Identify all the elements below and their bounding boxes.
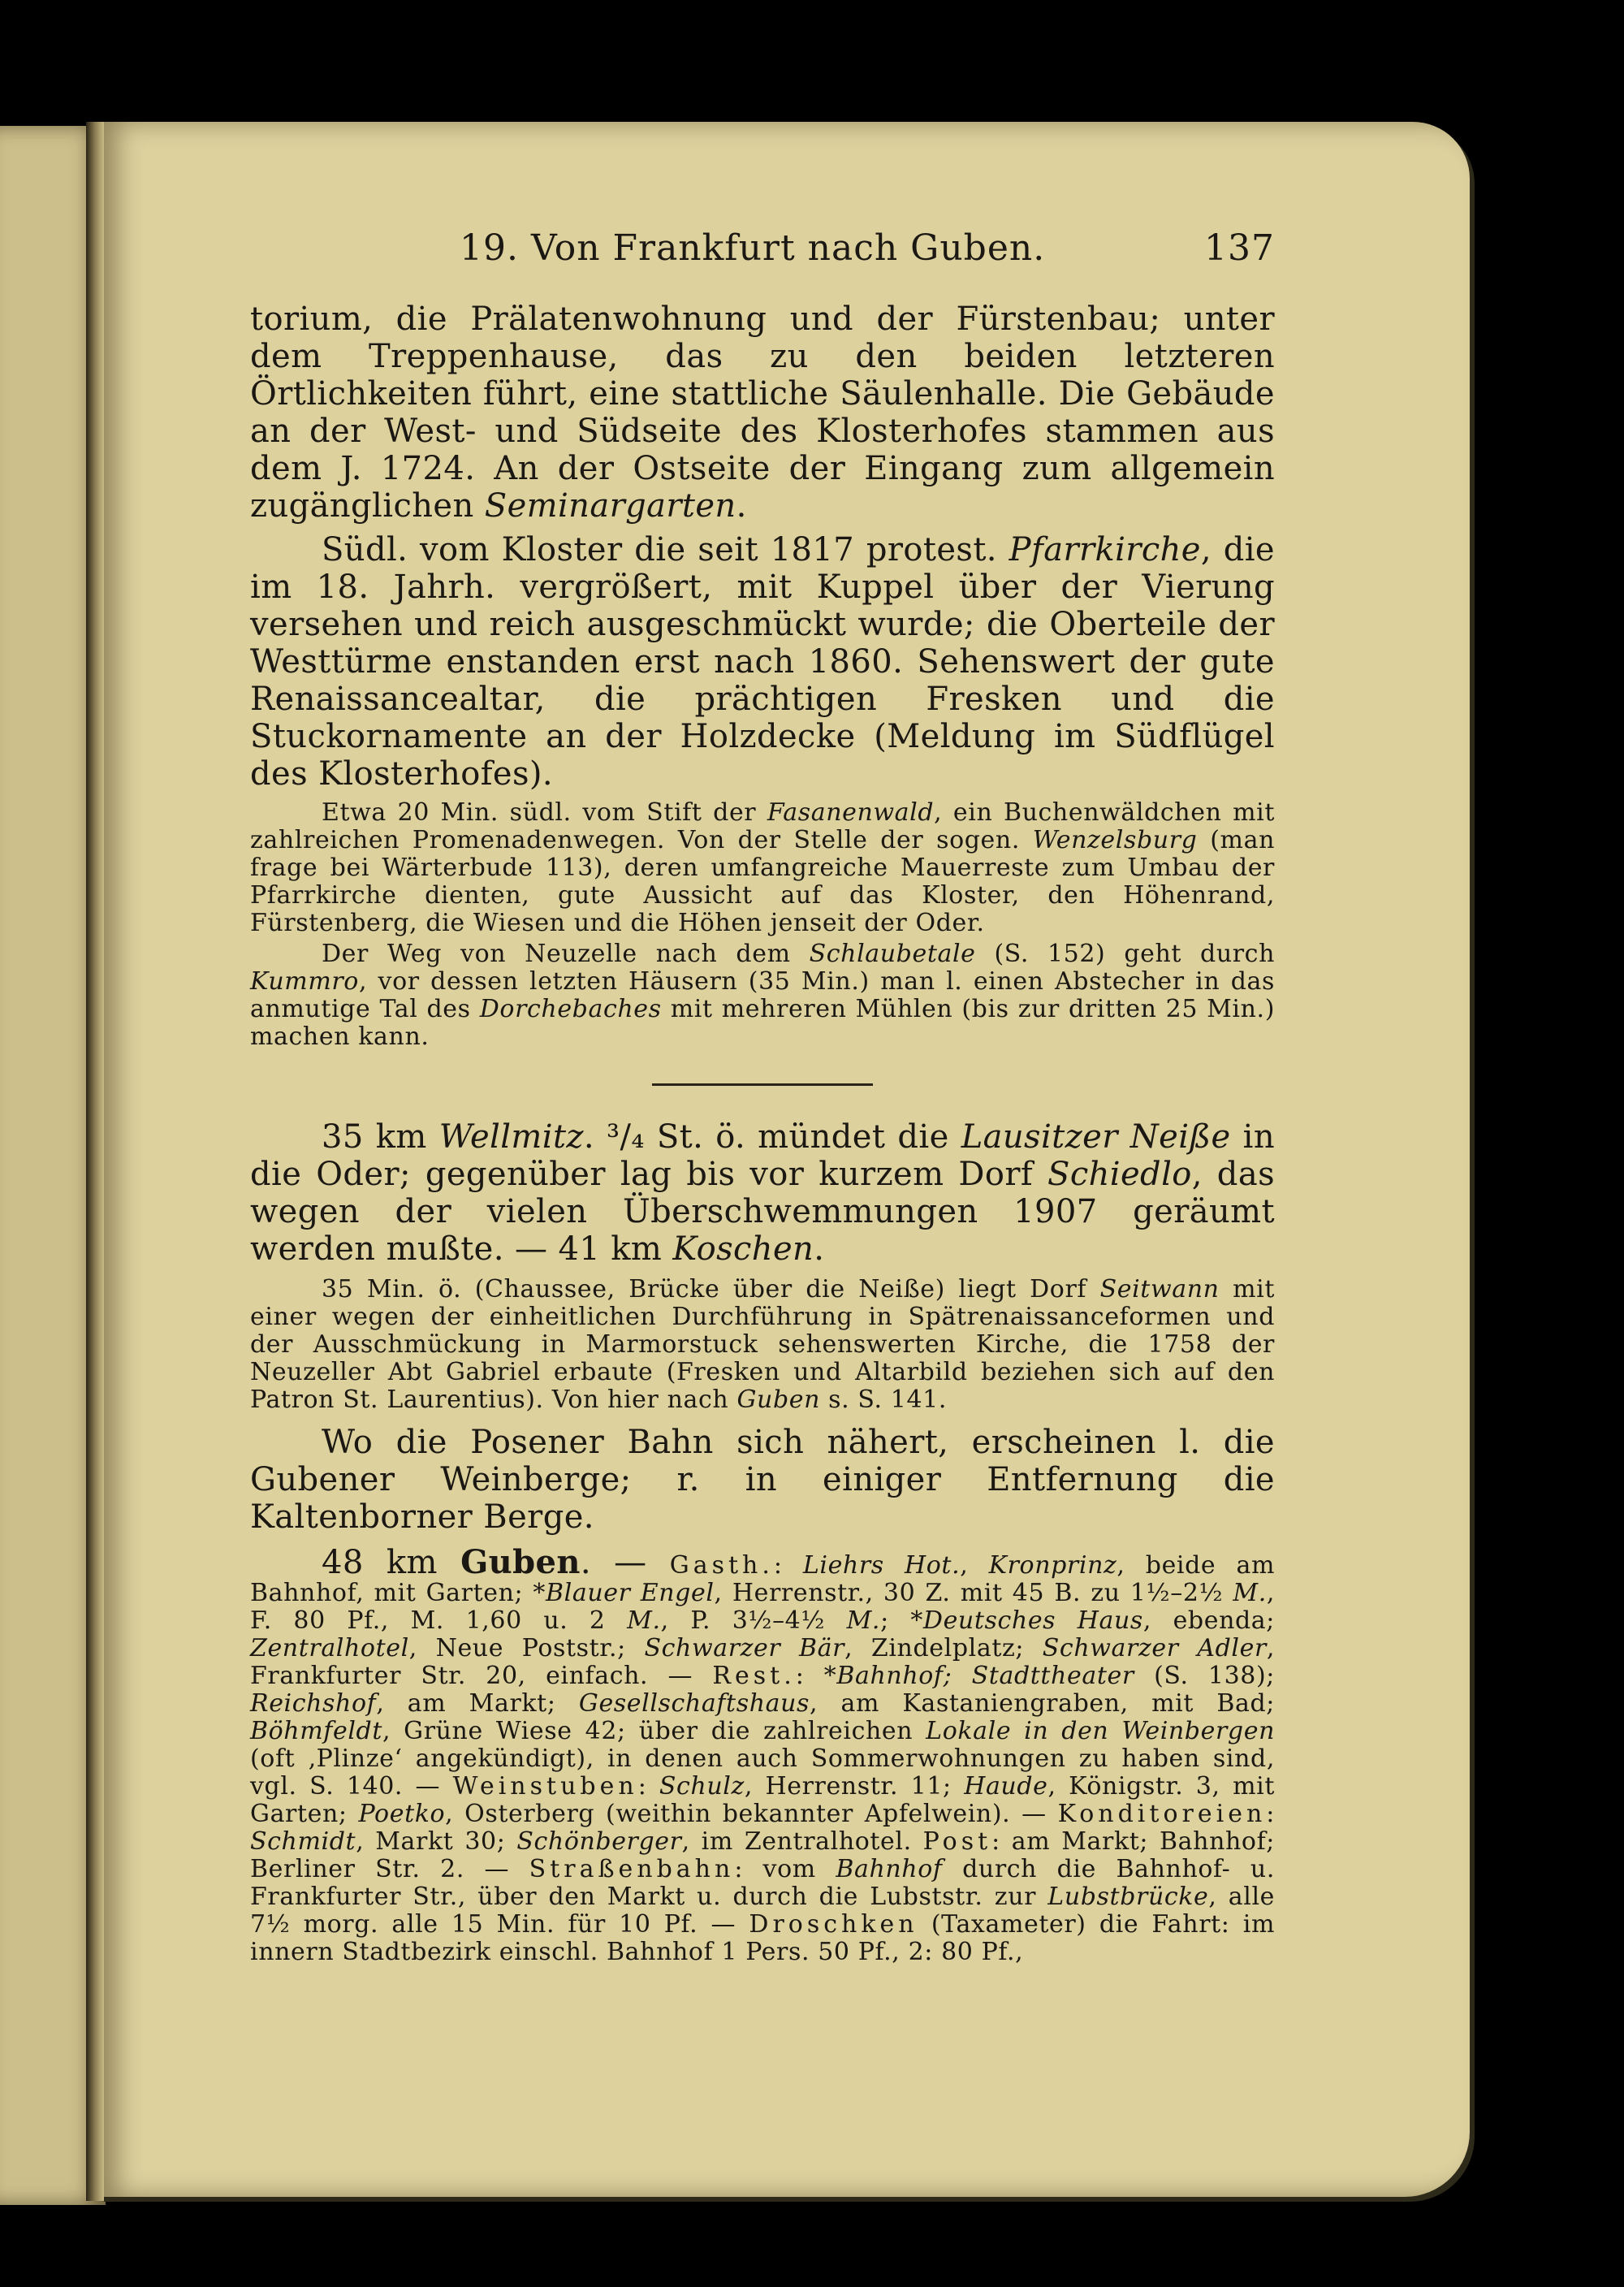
text-run: :: [773, 1551, 803, 1580]
section-divider: [652, 1083, 873, 1086]
paragraph: [250, 300, 1275, 525]
text-run: mit mehreren Mühlen (bis zur dritten 25 Min.) machen kann.: [250, 995, 1275, 1051]
small-print-paragraph: [250, 799, 1275, 937]
text-run: (Taxameter) die Fahrt: im innern Stadtbezirk einschl. Bahnhof 1 Pers. 50 Pf., 2: 80 Pf.,: [250, 1910, 1275, 1966]
text-run: , F. 80 Pf., M. 1,60 u. 2: [250, 1579, 1275, 1635]
paragraph: [250, 1424, 1275, 1536]
text-run: in die Oder; gegenüber lag bis vor kurzem Dorf: [250, 1118, 1275, 1193]
italic-term: Schlaubetale: [809, 940, 976, 968]
italic-place: Schiedlo: [1047, 1156, 1192, 1193]
spaced-keyword: Straßenbahn: [529, 1855, 735, 1883]
book-gutter: [86, 122, 104, 2201]
text-run: : *: [795, 1662, 837, 1690]
text-run: (man frage bei Wärterbude 113), deren umfangreiche Mauerreste zum Umbau der Pfarrkirche dienten, gute Aussicht auf das Kloster, den Höhenrand, Fürstenberg, die Wiesen und die Höhen jenseit der Oder.: [250, 826, 1275, 937]
italic-term: Gesellschaftshaus: [578, 1689, 810, 1718]
text-run: , Osterberg (weithin bekannter Apfelwein). —: [445, 1800, 1058, 1828]
italic-place: Seitwann: [1099, 1275, 1220, 1303]
text-run: , P. 3½–4½: [660, 1606, 847, 1635]
page-number: 137: [1204, 227, 1275, 269]
italic-term: Schulz: [659, 1772, 745, 1801]
text-run: , ein Buchenwäldchen mit zahlreichen Promenadenwegen. Von der Stelle der sogen.: [250, 798, 1275, 854]
text-run: , das wegen der vielen Überschwemmungen 1907 geräumt werden mußte. — 41 km: [250, 1156, 1275, 1268]
italic-term: Schmidt: [250, 1827, 356, 1856]
spaced-keyword: Rest.: [712, 1662, 796, 1690]
text-run: Etwa 20 Min. südl. vom Stift der: [322, 798, 767, 827]
text-run: , Neue Poststr.;: [408, 1634, 645, 1662]
page-text: [250, 227, 1275, 1966]
paragraph: [250, 531, 1275, 793]
text-run: , im Zentralhotel.: [681, 1827, 923, 1856]
text-run: , Frankfurter Str. 20, einfach. —: [250, 1634, 1276, 1690]
text-run: , am Kastaniengraben, mit Bad;: [810, 1689, 1275, 1718]
italic-term: Bahnhof: [836, 1855, 943, 1883]
text-run: :: [1266, 1800, 1275, 1828]
small-print-paragraph: [250, 1543, 1276, 1966]
text-run: , alle 7½ morg. alle 15 Min. für 10 Pf. —: [250, 1883, 1275, 1939]
italic-term: Blauer Engel: [546, 1579, 715, 1607]
spaced-keyword: Gasth.: [669, 1551, 774, 1580]
text-run: 35 km: [322, 1118, 439, 1156]
text-run: : am Markt; Bahnhof; Berliner Str. 2. —: [250, 1827, 1275, 1883]
text-run: (S. 138);: [1134, 1662, 1275, 1690]
text-run: , Herrenstr., 30 Z. mit 45 B. zu 1½–2½: [714, 1579, 1233, 1607]
italic-term: Seminargarten: [484, 487, 736, 525]
text-run: :: [637, 1772, 659, 1801]
italic-place: Koschen: [672, 1230, 814, 1268]
city-heading: Guben: [460, 1543, 581, 1581]
text-run: , vor dessen letzten Häusern (35 Min.) man l. einen Abstecher in das anmutige Tal des: [250, 967, 1275, 1023]
text-run: , am Markt;: [376, 1689, 579, 1718]
spaced-keyword: Weinstuben: [452, 1772, 638, 1801]
italic-term: Deutsches Haus: [922, 1606, 1143, 1635]
text-run: , Grüne Wiese 42; über die zahlreichen: [382, 1717, 926, 1745]
text-run: , Herrenstr. 11;: [744, 1772, 965, 1801]
text-run: : vom: [734, 1855, 836, 1883]
italic-term: Böhmfeldt: [250, 1717, 382, 1745]
spaced-keyword: Konditoreien: [1057, 1800, 1267, 1828]
italic-term: Bahnhof; Stadttheater: [836, 1662, 1134, 1690]
italic-term: Zentralhotel: [250, 1634, 409, 1662]
small-print-paragraph: [250, 940, 1275, 1051]
italic-term: Schwarzer Adler: [1042, 1634, 1267, 1662]
text-run: Wo die Posener Bahn sich nähert, erscheinen l. die Gubener Weinberge; r. in einiger Entfernung die Kaltenborner Berge.: [250, 1424, 1275, 1536]
italic-term: Reichshof: [250, 1689, 377, 1718]
italic-term: M.: [846, 1606, 881, 1635]
chapter-title: 19. Von Frankfurt nach Guben.: [460, 227, 1046, 269]
text-run: , ebenda;: [1142, 1606, 1276, 1635]
text-run: . ³/₄ St. ö. mündet die: [583, 1118, 961, 1156]
text-run: Südl. vom Kloster die seit 1817 protest.: [322, 531, 1009, 569]
spaced-keyword: Droschken: [749, 1910, 918, 1939]
paragraph: [250, 1118, 1275, 1268]
italic-term: Dorchebaches: [479, 995, 662, 1023]
italic-term: Haude: [964, 1772, 1048, 1801]
text-run: mit einer wegen der einheitlichen Durchführung in Spätrenaissanceformen und der Ausschmückung in Marmorstuck sehenswerten Kirche, die 1758 der Neuzeller Abt Gabriel erbaute (Fresken und Altarbild beziehen sich auf den Patron St. Laurentius). Von hier nach: [250, 1275, 1275, 1414]
text-run: ; *: [880, 1606, 923, 1635]
text-run: torium, die Prälatenwohnung und der Fürstenbau; unter dem Treppenhause, das zu den beiden letzteren Örtlichkeiten führt, eine stattliche Säulenhalle. Die Gebäude an der West- und Südseite des Klosterhofes stammen aus dem J. 1724. An der Ostseite der Eingang zum allgemein zugänglichen: [250, 300, 1275, 525]
text-run: , beide am Bahnhof, mit Garten; *: [250, 1551, 1276, 1607]
text-run: 48 km: [322, 1544, 461, 1581]
text-run: (oft ‚Plinze‘ angekündigt), in denen auch Sommerwohnungen zu haben sind, vgl. S. 140. —: [250, 1744, 1275, 1801]
text-run: . —: [580, 1544, 670, 1581]
text-run: , Markt 30;: [356, 1827, 517, 1856]
italic-place: Lausitzer Neiße: [961, 1118, 1231, 1156]
italic-term: Wenzelsburg: [1032, 826, 1198, 854]
italic-term: Lokale in den Weinbergen: [926, 1717, 1275, 1745]
text-run: , die im 18. Jahrh. vergrößert, mit Kuppel über der Vierung versehen und reich ausgeschmückt wurde; die Oberteile der Westtürme enstanden erst nach 1860. Sehenswert der gute Renaissancealtar, die prächtigen Fresken und die Stuckornamente an der Holzdecke (Meldung im Südflügel des Klosterhofes).: [250, 531, 1276, 793]
italic-term: Kummro: [250, 967, 359, 996]
spaced-keyword: Post: [922, 1827, 992, 1856]
running-head: [250, 227, 1275, 276]
italic-term: Liehrs Hot.: [802, 1551, 961, 1580]
text-run: (S. 152) geht durch: [975, 940, 1276, 968]
text-run: .: [814, 1230, 825, 1268]
italic-term: Fasanenwald: [767, 798, 935, 827]
italic-term: Pfarrkirche: [1009, 531, 1201, 569]
text-run: , Zindelplatz;: [844, 1634, 1043, 1662]
italic-term: Poetko: [358, 1800, 446, 1828]
italic-place: Guben: [736, 1386, 821, 1414]
text-run: Der Weg von Neuzelle nach dem: [322, 940, 810, 968]
italic-term: Schwarzer Bär: [644, 1634, 845, 1662]
text-run: 35 Min. ö. (Chaussee, Brücke über die Neiße) liegt Dorf: [322, 1275, 1100, 1303]
small-print-paragraph: [250, 1276, 1275, 1414]
italic-place: Wellmitz: [438, 1118, 584, 1156]
text-run: s. S. 141.: [820, 1386, 947, 1414]
text-run: .: [736, 487, 747, 525]
italic-term: M.: [1233, 1579, 1267, 1607]
text-run: durch die Bahnhof- u. Frankfurter Str., über den Markt u. durch die Lubststr. zur: [250, 1855, 1275, 1911]
italic-term: M.: [627, 1606, 661, 1635]
italic-term: Schönberger: [516, 1827, 682, 1856]
italic-term: Kronprinz: [988, 1551, 1117, 1580]
text-run: , Königstr. 3, mit Garten;: [250, 1772, 1275, 1828]
text-run: ,: [960, 1551, 989, 1580]
italic-term: Lubstbrücke: [1047, 1883, 1209, 1911]
